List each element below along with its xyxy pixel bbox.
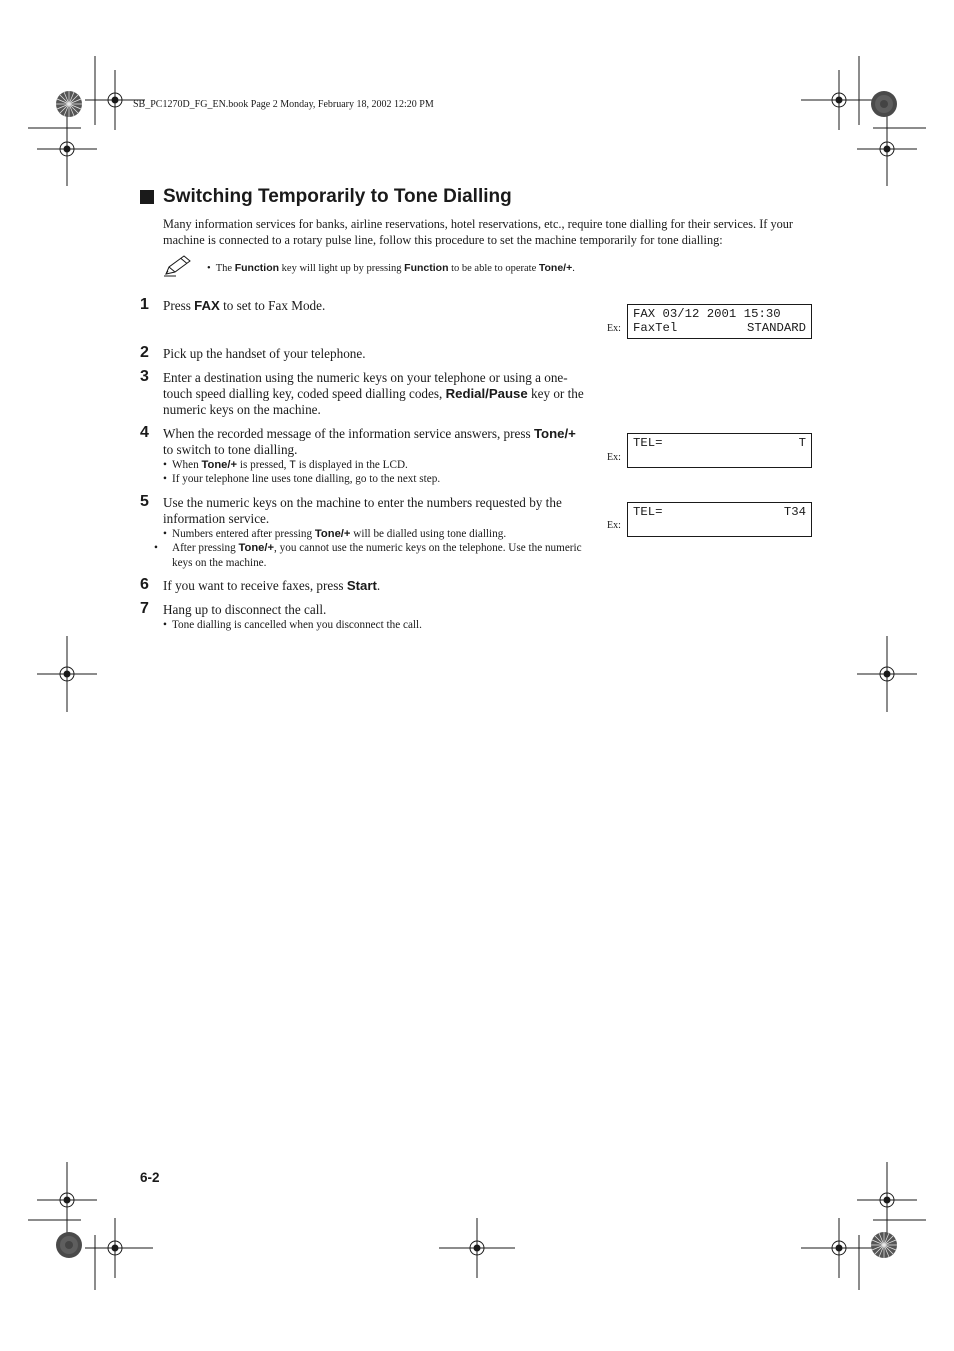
step-4-text: When the recorded message of the information service answers, press Tone/+ to switch to tone dialling. (163, 426, 576, 457)
lcd-display: TEL= T (627, 433, 812, 468)
star-target-bottom-left (56, 1232, 82, 1258)
step-5-sub-2: • After pressing Tone/+, you cannot use the numeric keys on the telephone. Use the numeric keys on the machine. (154, 542, 582, 569)
step-7-sub-1: • Tone dialling is cancelled when you disconnect the call. (163, 619, 422, 631)
note-part: to be able to operate (448, 263, 539, 274)
step-number: 7 (140, 600, 149, 617)
step-number: 4 (140, 424, 149, 441)
step-number: 2 (140, 344, 149, 361)
star-target-top-left (56, 91, 82, 117)
print-header: SB_PC1270D_FG_EN.book Page 2 Monday, February 18, 2002 12:20 PM (133, 99, 434, 110)
tone-key-label: Tone/+ (533, 426, 576, 441)
tone-key-label: Tone/+ (538, 262, 573, 274)
tone-key-label: Tone/+ (238, 542, 275, 554)
step-number: 6 (140, 576, 149, 593)
note-bullet: • (207, 263, 211, 274)
step-5-text: Use the numeric keys on the machine to enter the numbers requested by the information service. (163, 495, 562, 526)
lcd-example-label: Ex: (607, 452, 621, 463)
note-part: The (215, 263, 235, 274)
lcd-code: T (289, 460, 296, 472)
start-key-label: Start (346, 578, 377, 593)
lcd-example-label: Ex: (607, 323, 621, 334)
step-6-text: If you want to receive faxes, press Start. (163, 578, 381, 593)
lcd-display: TEL= T34 (627, 502, 812, 537)
redial-pause-key-label: Redial/Pause (445, 386, 528, 401)
step-5-sub-1: • Numbers entered after pressing Tone/+ will be dialled using tone dialling. (163, 528, 507, 540)
note-pencil-icon (163, 254, 193, 278)
tone-key-label: Tone/+ (201, 459, 238, 471)
fax-key-label: FAX (194, 298, 220, 313)
step-number: 5 (140, 493, 149, 510)
star-target-top-right (871, 91, 897, 117)
step-number: 3 (140, 368, 149, 385)
step-number: 1 (140, 296, 149, 313)
lcd-display: FAX 03/12 2001 15:30 FaxTel STANDARD (627, 304, 812, 339)
note-part: key will light up by pressing (279, 263, 405, 274)
note-text (207, 262, 575, 274)
function-key-label: Function (234, 262, 280, 274)
step-7-text: Hang up to disconnect the call. (163, 602, 327, 617)
tone-key-label: Tone/+ (314, 528, 351, 540)
step-2-text: Pick up the handset of your telephone. (163, 346, 366, 361)
page-number: 6-2 (140, 1170, 160, 1185)
section-heading (140, 186, 512, 208)
square-bullet-icon (140, 190, 154, 204)
step-4-sub-1: • When Tone/+ is pressed, T is displayed in the LCD. (163, 459, 408, 472)
section-title: Switching Temporarily to Tone Dialling (163, 186, 512, 207)
function-key-label: Function (404, 262, 449, 274)
step-3-text: Enter a destination using the numeric keys on your telephone or using a one-touch speed dialling key, coded speed dialling codes, Redial/Pause key or the numeric keys on the machine. (163, 370, 584, 417)
intro-paragraph: Many information services for banks, airline reservations, hotel reservations, etc., require tone dialling for their services. If your machine is connected to a rotary pulse line, follow this procedure to set the machine temporarily for tone dialling: (163, 217, 794, 247)
step-1-text: Press FAX to set to Fax Mode. (163, 298, 326, 313)
step-4-sub-2: • If your telephone line uses tone dialling, go to the next step. (163, 473, 441, 485)
lcd-example-label: Ex: (607, 520, 621, 531)
star-target-bottom-right (871, 1232, 897, 1258)
note-part: . (572, 263, 575, 274)
